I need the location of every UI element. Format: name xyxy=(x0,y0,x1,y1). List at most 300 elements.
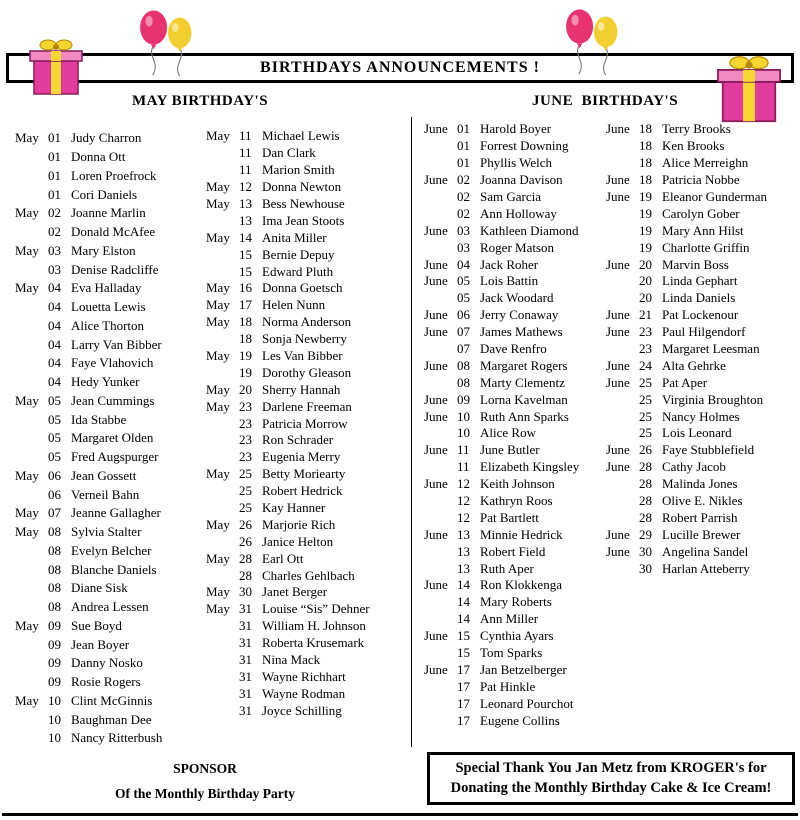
birthday-row xyxy=(206,635,406,652)
day-label: 08 xyxy=(48,561,61,577)
day-label: 11 xyxy=(239,128,252,144)
month-label: June xyxy=(424,172,448,188)
name-label: Jean Boyer xyxy=(71,636,130,652)
month-label: June xyxy=(424,256,448,272)
name-label: Joyce Schilling xyxy=(262,702,342,718)
day-label: 23 xyxy=(239,398,252,414)
birthday-row xyxy=(206,449,406,466)
day-label: 17 xyxy=(239,297,252,313)
birthday-row xyxy=(15,392,201,411)
yellow-balloon xyxy=(168,18,191,49)
day-label: 30 xyxy=(639,543,652,559)
day-label: 15 xyxy=(457,645,470,661)
sponsor-title: SPONSOR xyxy=(173,761,237,776)
birthday-row xyxy=(206,500,406,517)
birthday-row xyxy=(15,710,201,729)
day-label: 08 xyxy=(48,580,61,596)
birthday-row xyxy=(15,242,201,261)
name-label: Janet Berger xyxy=(262,584,328,600)
birthday-row xyxy=(606,222,796,239)
month-label: June xyxy=(424,577,448,593)
name-label: Dorothy Gleason xyxy=(262,364,352,380)
birthday-row xyxy=(206,398,406,415)
month-label: June xyxy=(424,476,448,492)
birthday-row xyxy=(15,617,201,636)
name-label: Alice Row xyxy=(480,425,536,441)
name-label: Margaret Leesman xyxy=(662,341,760,357)
birthday-row xyxy=(206,179,406,196)
name-label: Forrest Downing xyxy=(480,138,569,154)
name-label: Eugene Collins xyxy=(480,712,560,728)
birthday-row xyxy=(15,692,201,711)
month-label: May xyxy=(15,505,39,521)
day-label: 04 xyxy=(48,280,61,296)
name-label: Marjorie Rich xyxy=(262,516,336,532)
month-label: May xyxy=(206,601,230,617)
birthday-row xyxy=(424,476,602,493)
name-label: William H. Johnson xyxy=(262,618,366,634)
name-label: Patricia Nobbe xyxy=(662,172,740,188)
month-label: May xyxy=(206,297,230,313)
birthday-row xyxy=(606,205,796,222)
month-label: May xyxy=(206,348,230,364)
name-label: James Mathews xyxy=(480,324,563,340)
name-label: Marvin Boss xyxy=(662,256,729,272)
day-label: 20 xyxy=(639,290,652,306)
birthday-row xyxy=(606,341,796,358)
day-label: 28 xyxy=(639,459,652,475)
name-label: Cynthia Ayars xyxy=(480,628,554,644)
day-label: 31 xyxy=(239,685,252,701)
name-label: Robert Parrish xyxy=(662,509,738,525)
day-label: 10 xyxy=(457,408,470,424)
name-label: Pat Hinkle xyxy=(480,678,536,694)
birthday-row xyxy=(606,357,796,374)
day-label: 19 xyxy=(239,364,252,380)
day-label: 26 xyxy=(239,533,252,549)
birthday-row xyxy=(15,504,201,523)
day-label: 31 xyxy=(239,702,252,718)
name-label: Alta Gehrke xyxy=(662,357,726,373)
month-label: June xyxy=(424,391,448,407)
day-label: 17 xyxy=(457,678,470,694)
name-label: Robert Field xyxy=(480,543,546,559)
name-label: Paul Hilgendorf xyxy=(662,324,746,340)
day-label: 23 xyxy=(239,449,252,465)
name-label: Cori Daniels xyxy=(71,186,138,202)
name-label: Mary Roberts xyxy=(480,594,552,610)
birthday-row xyxy=(206,162,406,179)
day-label: 25 xyxy=(639,391,652,407)
birthday-row xyxy=(206,685,406,702)
day-label: 18 xyxy=(239,331,252,347)
birthday-row xyxy=(206,432,406,449)
name-label: Terry Brooks xyxy=(662,121,731,137)
day-label: 17 xyxy=(457,661,470,677)
thank-you-line-2: Donating the Monthly Birthday Cake & Ice Cream! xyxy=(450,779,772,796)
name-label: Olive E. Nikles xyxy=(662,493,743,509)
day-label: 14 xyxy=(457,577,470,593)
birthday-row xyxy=(15,260,201,279)
may-section-header: MAY BIRTHDAY'S xyxy=(131,93,269,109)
day-label: 13 xyxy=(239,212,252,228)
birthday-row xyxy=(206,229,406,246)
name-label: Donna Goetsch xyxy=(262,280,343,296)
name-label: Louetta Lewis xyxy=(71,299,146,315)
day-label: 28 xyxy=(639,509,652,525)
day-label: 04 xyxy=(48,317,61,333)
month-label: June xyxy=(424,408,448,424)
day-label: 08 xyxy=(48,599,61,615)
name-label: Patricia Morrow xyxy=(262,415,348,431)
birthday-row xyxy=(606,324,796,341)
birthday-row xyxy=(606,307,796,324)
may-birthday-list-1 xyxy=(15,129,201,748)
name-label: Margaret Rogers xyxy=(480,357,568,373)
month-label: June xyxy=(606,526,630,542)
birthday-row xyxy=(424,341,602,358)
month-label: June xyxy=(606,374,630,390)
birthday-row xyxy=(424,357,602,374)
month-label: May xyxy=(206,314,230,330)
name-label: Bess Newhouse xyxy=(262,196,345,211)
birthday-row xyxy=(15,673,201,692)
day-label: 25 xyxy=(239,500,252,516)
birthday-row xyxy=(15,635,201,654)
day-label: 20 xyxy=(639,273,652,289)
name-label: Marty Clementz xyxy=(480,374,565,390)
name-label: Angelina Sandel xyxy=(662,543,749,559)
day-label: 30 xyxy=(239,584,252,600)
day-label: 05 xyxy=(48,430,61,446)
day-label: 18 xyxy=(639,138,652,154)
name-label: Lorna Kavelman xyxy=(480,391,568,407)
name-label: Baughman Dee xyxy=(71,711,152,727)
birthday-row xyxy=(424,408,602,425)
month-label: June xyxy=(606,459,630,475)
name-label: Leonard Pourchot xyxy=(480,695,574,711)
name-label: Donna Newton xyxy=(262,179,342,195)
birthday-row xyxy=(15,335,201,354)
birthday-row xyxy=(206,652,406,669)
birthday-row xyxy=(606,493,796,510)
name-label: Nina Mack xyxy=(262,652,321,668)
day-label: 13 xyxy=(457,526,470,542)
day-label: 08 xyxy=(457,357,470,373)
name-label: Margaret Olden xyxy=(71,430,154,446)
month-label: May xyxy=(206,179,230,195)
birthday-row xyxy=(15,129,201,148)
gift-right-icon xyxy=(708,52,790,126)
name-label: Norma Anderson xyxy=(262,314,352,330)
name-label: Dave Renfro xyxy=(480,341,547,357)
birthday-row xyxy=(424,560,602,577)
birthday-row xyxy=(424,577,602,594)
day-label: 03 xyxy=(457,222,470,238)
birthday-row xyxy=(206,533,406,550)
name-label: Darlene Freeman xyxy=(262,398,352,414)
day-label: 01 xyxy=(457,138,470,154)
gift-left-icon xyxy=(24,36,88,98)
month-label: May xyxy=(206,550,230,566)
birthday-row xyxy=(424,493,602,510)
name-label: Nancy Holmes xyxy=(662,408,740,424)
birthday-row xyxy=(424,543,602,560)
name-label: Louise “Sis” Dehner xyxy=(262,601,370,617)
name-label: Janice Helton xyxy=(262,533,334,549)
name-label: Kathryn Roos xyxy=(480,493,553,509)
day-label: 17 xyxy=(457,695,470,711)
name-label: Joanne Marlin xyxy=(71,205,146,221)
day-label: 05 xyxy=(48,392,61,408)
day-label: 17 xyxy=(457,712,470,728)
birthday-row xyxy=(206,618,406,635)
birthday-row xyxy=(206,364,406,381)
name-label: Ida Stabbe xyxy=(71,411,127,427)
birthday-row xyxy=(206,212,406,229)
day-label: 15 xyxy=(239,263,252,279)
day-label: 11 xyxy=(457,459,470,475)
name-label: Ron Schrader xyxy=(262,432,334,448)
name-label: Ruth Ann Sparks xyxy=(480,408,569,424)
day-label: 01 xyxy=(457,121,470,137)
name-label: Kay Hanner xyxy=(262,500,326,516)
day-label: 13 xyxy=(457,543,470,559)
day-label: 01 xyxy=(48,130,61,146)
birthday-row xyxy=(424,459,602,476)
name-label: Kathleen Diamond xyxy=(480,222,579,238)
birthday-row xyxy=(206,516,406,533)
birthday-row xyxy=(424,628,602,645)
birthday-row xyxy=(424,594,602,611)
birthday-row xyxy=(424,695,602,712)
day-label: 21 xyxy=(639,307,652,323)
name-label: Ann Holloway xyxy=(480,205,557,221)
name-label: Keith Johnson xyxy=(480,476,555,492)
birthday-row xyxy=(206,196,406,213)
birthday-row xyxy=(15,298,201,317)
birthday-row xyxy=(206,246,406,263)
birthday-row xyxy=(424,645,602,662)
day-label: 02 xyxy=(48,205,61,221)
day-label: 16 xyxy=(239,280,252,296)
name-label: Phyllis Welch xyxy=(480,155,553,171)
day-label: 25 xyxy=(239,483,252,499)
day-label: 18 xyxy=(239,314,252,330)
month-label: June xyxy=(606,189,630,204)
name-label: Linda Gephart xyxy=(662,273,738,289)
birthday-row xyxy=(606,239,796,256)
birthday-row xyxy=(424,172,602,189)
name-label: June Butler xyxy=(480,442,540,458)
day-label: 02 xyxy=(48,224,61,240)
day-label: 10 xyxy=(457,425,470,441)
name-label: Jack Woodard xyxy=(480,290,554,306)
day-label: 31 xyxy=(239,652,252,668)
name-label: Elizabeth Kingsley xyxy=(480,459,580,475)
birthday-row xyxy=(606,374,796,391)
day-label: 01 xyxy=(48,167,61,183)
name-label: Ron Klokkenga xyxy=(480,577,562,593)
day-label: 07 xyxy=(48,505,61,521)
birthday-row xyxy=(424,324,602,341)
month-label: June xyxy=(424,661,448,677)
day-label: 01 xyxy=(48,186,61,202)
name-label: Roger Matson xyxy=(480,239,555,255)
pink-balloon xyxy=(566,9,593,43)
birthday-row xyxy=(15,729,201,748)
day-label: 25 xyxy=(639,374,652,390)
name-label: Robert Hedrick xyxy=(262,483,343,499)
name-label: Pat Bartlett xyxy=(480,509,539,525)
day-label: 25 xyxy=(639,425,652,441)
name-label: Pat Lockenour xyxy=(662,307,739,323)
day-label: 23 xyxy=(239,432,252,448)
day-label: 09 xyxy=(48,674,61,690)
birthday-row xyxy=(424,121,602,138)
day-label: 08 xyxy=(48,524,61,540)
name-label: Virginia Broughton xyxy=(662,391,764,407)
name-label: Loren Proefrock xyxy=(71,167,157,183)
may-birthday-list-2 xyxy=(206,128,406,719)
day-label: 02 xyxy=(457,189,470,204)
name-label: Jerry Conaway xyxy=(480,307,559,323)
birthday-row xyxy=(206,145,406,162)
birthday-row xyxy=(15,317,201,336)
birthday-row xyxy=(606,189,796,206)
birthday-row xyxy=(424,256,602,273)
name-label: Joanna Davison xyxy=(480,172,563,188)
birthday-row xyxy=(206,669,406,686)
birthday-row xyxy=(15,654,201,673)
birthday-row xyxy=(606,290,796,307)
day-label: 03 xyxy=(457,239,470,255)
month-label: May xyxy=(15,524,39,540)
name-label: Alice Merreighn xyxy=(662,155,749,171)
month-label: May xyxy=(206,584,230,600)
month-label: June xyxy=(606,256,630,272)
birthday-row xyxy=(424,509,602,526)
name-label: Michael Lewis xyxy=(262,128,340,144)
name-label: Jack Roher xyxy=(480,256,539,272)
birthday-row xyxy=(15,485,201,504)
month-label: June xyxy=(424,324,448,340)
birthday-row xyxy=(206,483,406,500)
day-label: 10 xyxy=(48,711,61,727)
name-label: Lucille Brewer xyxy=(662,526,741,542)
day-label: 26 xyxy=(239,516,252,532)
day-label: 01 xyxy=(457,155,470,171)
name-label: Diane Sisk xyxy=(71,580,128,596)
day-label: 04 xyxy=(457,256,470,272)
birthday-row xyxy=(206,381,406,398)
birthday-row xyxy=(206,348,406,365)
name-label: Edward Pluth xyxy=(262,263,334,279)
day-label: 07 xyxy=(457,341,470,357)
day-label: 03 xyxy=(48,242,61,258)
birthday-row xyxy=(606,476,796,493)
page-bottom-rule xyxy=(2,813,798,816)
month-label: May xyxy=(206,466,230,482)
name-label: Ruth Aper xyxy=(480,560,534,576)
month-label: June xyxy=(606,307,630,323)
birthday-row xyxy=(206,550,406,567)
month-label: June xyxy=(606,357,630,373)
day-label: 14 xyxy=(457,594,470,610)
day-label: 06 xyxy=(48,467,61,483)
day-label: 04 xyxy=(48,299,61,315)
name-label: Sonja Newberry xyxy=(262,331,347,347)
month-label: June xyxy=(424,222,448,238)
day-label: 19 xyxy=(639,205,652,221)
name-label: Alice Thorton xyxy=(71,317,145,333)
name-label: Denise Radcliffe xyxy=(71,261,159,277)
thank-you-box xyxy=(427,752,795,805)
day-label: 15 xyxy=(457,628,470,644)
day-label: 31 xyxy=(239,668,252,684)
birthday-row xyxy=(206,128,406,145)
birthday-row xyxy=(15,523,201,542)
birthday-row xyxy=(15,448,201,467)
name-label: Mary Ann Hilst xyxy=(662,222,744,238)
name-label: Lois Battin xyxy=(480,273,539,289)
birthday-row xyxy=(606,391,796,408)
name-label: Fred Augspurger xyxy=(71,449,159,465)
day-label: 13 xyxy=(457,560,470,576)
birthday-row xyxy=(606,526,796,543)
month-label: May xyxy=(206,516,230,532)
name-label: Hedy Yunker xyxy=(71,374,140,390)
birthday-row xyxy=(15,579,201,598)
section-divider xyxy=(411,117,412,747)
day-label: 20 xyxy=(639,256,652,272)
day-label: 25 xyxy=(639,408,652,424)
name-label: Minnie Hedrick xyxy=(480,526,563,542)
name-label: Donald McAfee xyxy=(71,224,156,240)
name-label: Jan Betzelberger xyxy=(480,661,567,677)
birthday-row xyxy=(424,662,602,679)
birthday-row xyxy=(15,167,201,186)
month-label: May xyxy=(206,398,230,414)
balloons-right-icon xyxy=(558,2,630,78)
month-label: June xyxy=(424,628,448,644)
birthday-row xyxy=(206,601,406,618)
name-label: Jeanne Gallagher xyxy=(71,505,161,521)
day-label: 18 xyxy=(639,155,652,171)
month-label: May xyxy=(15,280,39,296)
month-label: June xyxy=(424,442,448,458)
name-label: Anita Miller xyxy=(262,229,327,245)
birthday-row xyxy=(606,459,796,476)
month-label: May xyxy=(15,392,39,408)
name-label: Sue Boyd xyxy=(71,617,122,633)
month-label: May xyxy=(15,130,39,146)
day-label: 11 xyxy=(239,162,252,178)
month-label: May xyxy=(15,692,39,708)
birthday-row xyxy=(206,584,406,601)
day-label: 10 xyxy=(48,692,61,708)
name-label: Helen Nunn xyxy=(262,297,326,313)
birthday-row xyxy=(424,222,602,239)
birthday-row xyxy=(15,598,201,617)
name-label: Faye Vlahovich xyxy=(71,355,154,371)
day-label: 20 xyxy=(239,381,252,397)
month-label: May xyxy=(15,467,39,483)
birthday-row xyxy=(206,263,406,280)
balloons-left-icon xyxy=(132,4,204,78)
birthday-row xyxy=(424,442,602,459)
birthday-row xyxy=(206,297,406,314)
